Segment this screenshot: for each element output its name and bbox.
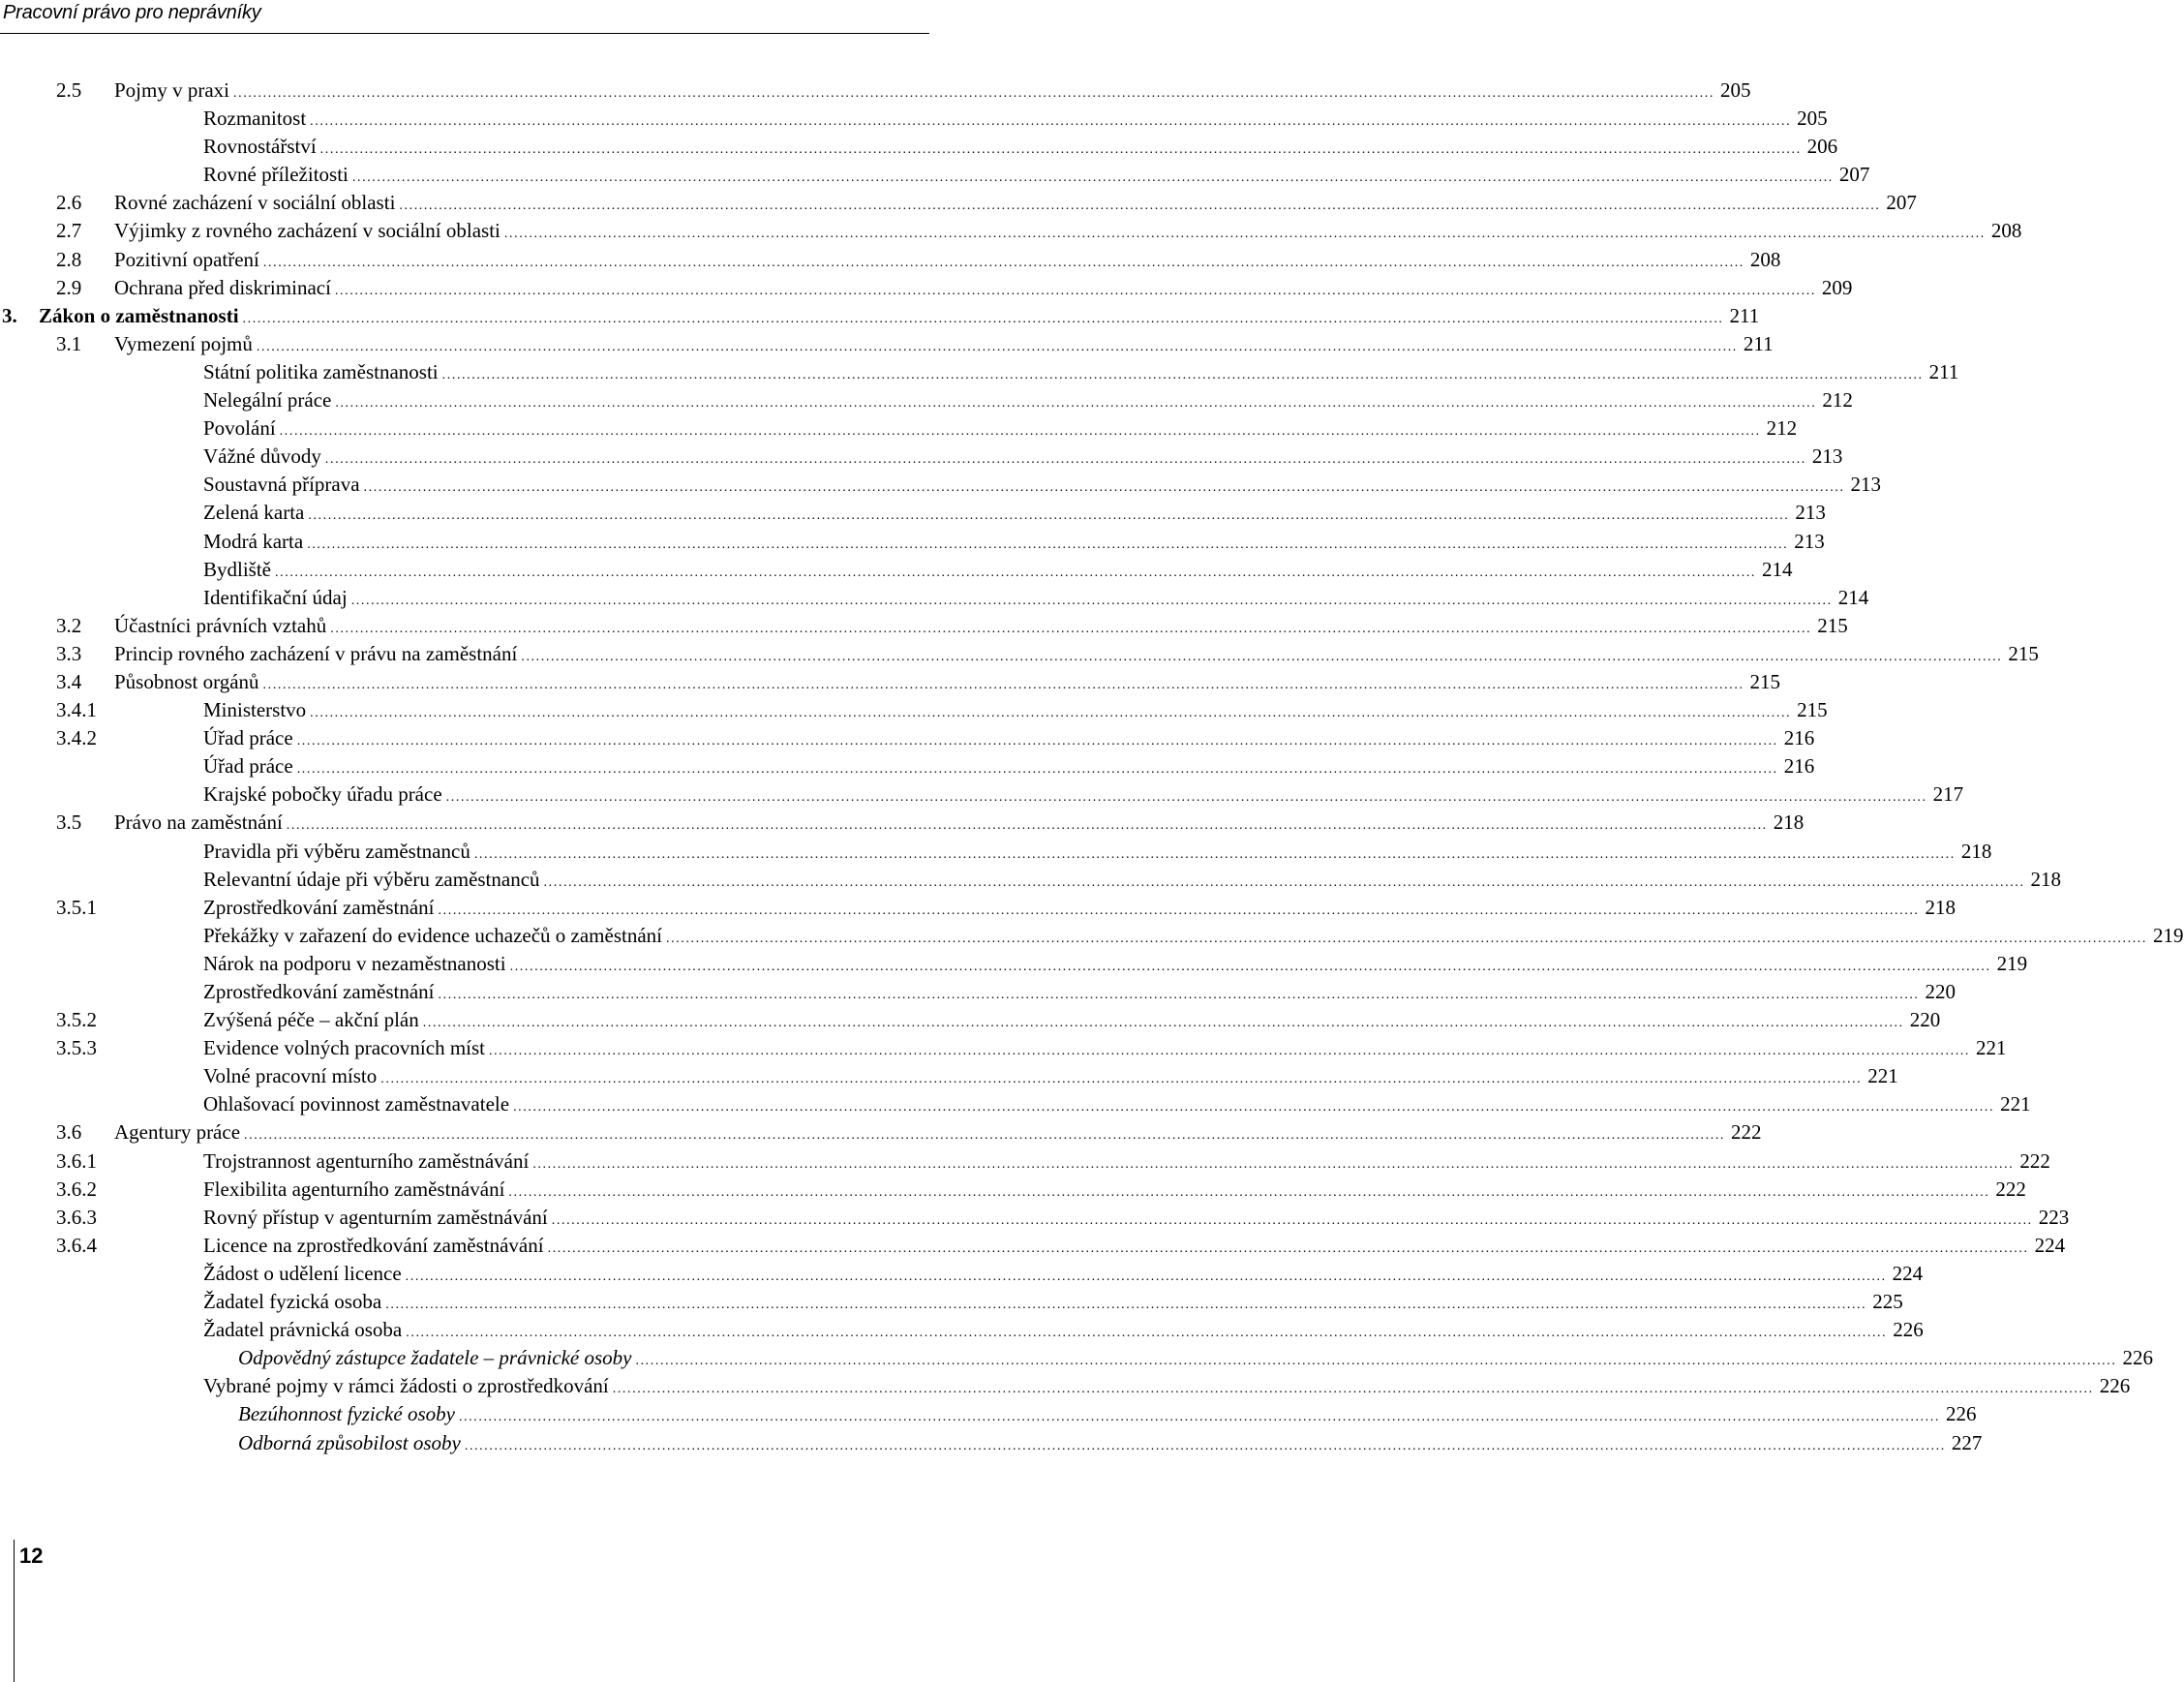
- toc-entry-title: Nárok na podporu v nezaměstnanosti: [203, 951, 506, 975]
- toc-entry-title: Zvýšená péče – akční plán: [203, 1008, 419, 1032]
- toc-entry-page: 220: [1909, 1008, 1941, 1032]
- toc-entry-page: 226: [2122, 1346, 2153, 1370]
- toc-entry[interactable]: [0, 1006, 1941, 1034]
- toc-entry-number: 3.: [2, 303, 17, 327]
- toc-entry-number: 3.5.3: [56, 1036, 97, 1060]
- dot-leader: ............................................................................................................................................................................................................................................................................................................: [406, 1326, 1888, 1341]
- dot-leader: ............................................................................................................................................................................................................................................................................................................: [399, 199, 1881, 214]
- toc-entry-number: 2.8: [56, 247, 82, 271]
- toc-entry[interactable]: [0, 1176, 2026, 1204]
- toc-entry-title: Žádost o udělení licence: [203, 1261, 402, 1285]
- dot-leader: ............................................................................................................................................................................................................................................................................................................: [464, 1438, 1946, 1453]
- dot-leader: ............................................................................................................................................................................................................................................................................................................: [509, 959, 1991, 974]
- toc-entry-number: 3.6: [56, 1120, 82, 1145]
- toc-entry[interactable]: [0, 866, 2062, 894]
- dot-leader: ............................................................................................................................................................................................................................................................................................................: [310, 706, 1792, 721]
- toc-entry[interactable]: [0, 1090, 2031, 1118]
- toc-entry[interactable]: [0, 133, 1838, 161]
- toc-entry[interactable]: [0, 499, 1826, 527]
- toc-entry[interactable]: [0, 584, 1869, 612]
- toc-entry-page: 218: [1773, 810, 1805, 835]
- toc-entry-title: Působnost orgánů: [114, 669, 259, 693]
- toc-entry[interactable]: [0, 246, 1781, 274]
- dot-leader: ............................................................................................................................................................................................................................................................................................................: [380, 1072, 1863, 1087]
- book-title: Pracovní právo pro neprávníky: [3, 2, 261, 23]
- dot-leader: ............................................................................................................................................................................................................................................................................................................: [521, 649, 2003, 664]
- toc-entry[interactable]: [0, 471, 1882, 499]
- toc-entry-number: 2.9: [56, 275, 82, 299]
- toc-entry[interactable]: [0, 330, 1774, 358]
- toc-entry-page: 212: [1766, 416, 1798, 441]
- dot-leader: ............................................................................................................................................................................................................................................................................................................: [438, 902, 1920, 918]
- toc-entry-title: Trojstrannost agenturního zaměstnávání: [203, 1148, 530, 1173]
- toc-entry-title: Úřad práce: [203, 754, 293, 779]
- toc-entry-number: 3.6.3: [56, 1205, 97, 1229]
- header-divider: [0, 33, 929, 34]
- toc-entry-number: 3.2: [56, 613, 82, 637]
- dot-leader: ............................................................................................................................................................................................................................................................................................................: [551, 1212, 2033, 1228]
- toc-entry-title: Rovnostářství: [203, 135, 317, 159]
- toc-entry[interactable]: [0, 1062, 1898, 1090]
- toc-entry-page: 219: [1996, 951, 2028, 975]
- toc-entry[interactable]: [0, 1118, 1762, 1147]
- toc-entry[interactable]: [0, 302, 1760, 330]
- running-header: [0, 0, 929, 33]
- toc-entry[interactable]: [0, 724, 1815, 752]
- toc-entry-page: 217: [1932, 782, 1964, 807]
- toc-entry-page: 215: [1749, 669, 1781, 693]
- toc-entry[interactable]: [0, 612, 1848, 640]
- toc-entry-title: Ministerstvo: [203, 698, 307, 722]
- toc-entry-page: 222: [1995, 1177, 2026, 1201]
- toc-entry-title: Státní politika zaměstnanosti: [203, 359, 439, 383]
- toc-entry[interactable]: [0, 386, 1853, 414]
- toc-entry-number: 3.6.4: [56, 1233, 97, 1257]
- dot-leader: ............................................................................................................................................................................................................................................................................................................: [262, 677, 1744, 692]
- toc-entry-page: 216: [1783, 754, 1815, 779]
- dot-leader: ............................................................................................................................................................................................................................................................................................................: [256, 339, 1738, 354]
- toc-entry-title: Odpovědný zástupce žadatele – právnické osoby: [238, 1346, 632, 1370]
- toc-entry-page: 224: [1892, 1261, 1924, 1285]
- toc-entry-number: 3.5.2: [56, 1008, 97, 1032]
- toc-entry-title: Odborná způsobilost osoby: [238, 1430, 461, 1454]
- dot-leader: ............................................................................................................................................................................................................................................................................................................: [503, 227, 1986, 242]
- toc-entry[interactable]: [0, 414, 1798, 443]
- dot-leader: ............................................................................................................................................................................................................................................................................................................: [445, 790, 1927, 806]
- dot-leader: ............................................................................................................................................................................................................................................................................................................: [547, 1240, 2029, 1256]
- toc-entry[interactable]: [0, 696, 1828, 724]
- toc-entry[interactable]: [0, 950, 2028, 978]
- toc-entry[interactable]: [0, 1147, 2050, 1176]
- toc-entry[interactable]: [0, 443, 1843, 471]
- toc-entry-page: 219: [2153, 923, 2184, 947]
- toc-entry[interactable]: [0, 1372, 2131, 1400]
- footer-divider: [14, 1540, 15, 1682]
- toc-entry-title: Agentury práce: [114, 1120, 241, 1145]
- toc-entry-page: 205: [1720, 78, 1751, 102]
- toc-entry-number: 3.4.2: [56, 726, 97, 750]
- toc-entry-page: 225: [1872, 1290, 1903, 1314]
- dot-leader: ............................................................................................................................................................................................................................................................................................................: [244, 1128, 1726, 1144]
- toc-entry-page: 218: [1925, 895, 1956, 919]
- dot-leader: ............................................................................................................................................................................................................................................................................................................: [422, 1016, 1904, 1031]
- toc-entry[interactable]: [0, 978, 1956, 1006]
- toc-entry-page: 226: [1893, 1318, 1924, 1342]
- dot-leader: ............................................................................................................................................................................................................................................................................................................: [334, 283, 1816, 298]
- dot-leader: ............................................................................................................................................................................................................................................................................................................: [666, 931, 2147, 946]
- dot-leader: ............................................................................................................................................................................................................................................................................................................: [351, 170, 1834, 186]
- toc-entry[interactable]: [0, 838, 1992, 866]
- toc-entry[interactable]: [0, 1400, 1977, 1428]
- toc-entry-title: Soustavná příprava: [203, 473, 360, 497]
- toc-entry-title: Rovné zacházení v sociální oblasti: [114, 191, 396, 215]
- dot-leader: ............................................................................................................................................................................................................................................................................................................: [405, 1269, 1887, 1284]
- toc-entry-page: 214: [1837, 585, 1869, 609]
- toc-entry-page: 214: [1762, 557, 1793, 581]
- dot-leader: ............................................................................................................................................................................................................................................................................................................: [307, 536, 1789, 552]
- toc-entry[interactable]: [0, 922, 2184, 950]
- toc-entry[interactable]: [0, 1034, 2007, 1062]
- dot-leader: ............................................................................................................................................................................................................................................................................................................: [296, 734, 1778, 749]
- toc-entry-page: 226: [1945, 1402, 1977, 1426]
- toc-entry-page: 205: [1797, 107, 1828, 131]
- toc-entry-number: 3.1: [56, 331, 82, 355]
- toc-entry-page: 222: [1731, 1120, 1762, 1145]
- toc-entry-title: Princip rovného zacházení v právu na zaměstnání: [114, 641, 518, 665]
- dot-leader: ............................................................................................................................................................................................................................................................................................................: [335, 396, 1817, 412]
- toc-entry-page: 221: [2000, 1092, 2031, 1116]
- dot-leader: ............................................................................................................................................................................................................................................................................................................: [612, 1382, 2094, 1397]
- dot-leader: ............................................................................................................................................................................................................................................................................................................: [513, 1100, 1995, 1116]
- toc-entry-title: Pozitivní opatření: [114, 247, 259, 271]
- toc-entry-title: Rozmanitost: [203, 107, 307, 131]
- toc-entry-title: Pravidla při výběru zaměstnanců: [203, 839, 470, 863]
- dot-leader: ............................................................................................................................................................................................................................................................................................................: [262, 255, 1744, 270]
- toc-entry-title: Ohlašovací povinnost zaměstnavatele: [203, 1092, 510, 1116]
- toc-entry-title: Zákon o zaměstnanosti: [39, 303, 239, 327]
- toc-entry-title: Krajské pobočky úřadu práce: [203, 782, 442, 807]
- dot-leader: ............................................................................................................................................................................................................................................................................................................: [508, 1184, 1990, 1200]
- toc-entry-title: Žadatel právnická osoba: [203, 1318, 403, 1342]
- dot-leader: ............................................................................................................................................................................................................................................................................................................: [458, 1410, 1940, 1425]
- dot-leader: ............................................................................................................................................................................................................................................................................................................: [319, 142, 1802, 158]
- toc-entry-page: 224: [2034, 1233, 2066, 1257]
- toc-entry-number: 3.5.1: [56, 895, 97, 919]
- toc-entry-title: Vážné důvody: [203, 444, 321, 469]
- toc-entry-page: 212: [1822, 388, 1853, 413]
- toc-entry-page: 223: [2038, 1205, 2070, 1229]
- toc-entry-page: 222: [2019, 1148, 2050, 1173]
- toc-entry[interactable]: [0, 274, 1853, 302]
- toc-entry-number: 3.6.2: [56, 1177, 97, 1201]
- toc-entry[interactable]: [0, 76, 1751, 105]
- dot-leader: ............................................................................................................................................................................................................................................................................................................: [310, 114, 1792, 130]
- toc-entry-title: Flexibilita agenturního zaměstnávání: [203, 1177, 505, 1201]
- dot-leader: ............................................................................................................................................................................................................................................................................................................: [635, 1354, 2117, 1369]
- toc-entry-title: Bezúhonnost fyzické osoby: [238, 1402, 455, 1426]
- toc-entry-title: Nelegální práce: [203, 388, 332, 413]
- toc-entry-title: Povolání: [203, 416, 276, 441]
- toc-entry-number: 3.4.1: [56, 698, 97, 722]
- toc-entry[interactable]: [0, 780, 1964, 809]
- toc-entry-page: 211: [1928, 359, 1959, 383]
- toc-entry[interactable]: [0, 894, 1956, 922]
- toc-entry-page: 211: [1743, 331, 1774, 355]
- toc-entry-number: 3.3: [56, 641, 82, 665]
- dot-leader: ............................................................................................................................................................................................................................................................................................................: [330, 621, 1812, 636]
- toc-entry[interactable]: [0, 105, 1828, 133]
- dot-leader: ............................................................................................................................................................................................................................................................................................................: [324, 452, 1806, 468]
- toc-entry[interactable]: [0, 809, 1805, 837]
- toc-entry-title: Licence na zprostředkování zaměstnávání: [203, 1233, 544, 1257]
- toc-entry-page: 227: [1951, 1430, 1983, 1454]
- toc-entry-page: 213: [1811, 444, 1843, 469]
- toc-entry-page: 215: [2008, 641, 2039, 665]
- toc-entry-page: 216: [1783, 726, 1815, 750]
- toc-entry-number: 2.5: [56, 78, 82, 102]
- toc-entry-page: 221: [1867, 1064, 1898, 1088]
- toc-entry[interactable]: [0, 1288, 1903, 1316]
- toc-entry-page: 213: [1795, 501, 1826, 525]
- toc-entry-title: Právo na zaměstnání: [114, 810, 283, 835]
- dot-leader: ............................................................................................................................................................................................................................................................................................................: [296, 762, 1778, 778]
- dot-leader: ............................................................................................................................................................................................................................................................................................................: [441, 367, 1924, 382]
- toc-entry-page: 215: [1797, 698, 1828, 722]
- toc-entry-title: Pojmy v praxi: [114, 78, 229, 102]
- dot-leader: ............................................................................................................................................................................................................................................................................................................: [350, 593, 1833, 608]
- toc-entry[interactable]: [0, 1316, 1924, 1344]
- table-of-contents: [0, 76, 2184, 1457]
- dot-leader: ............................................................................................................................................................................................................................................................................................................: [275, 565, 1757, 580]
- toc-entry-page: 207: [1886, 191, 1917, 215]
- toc-entry-title: Rovné příležitosti: [203, 163, 349, 187]
- toc-entry-page: 211: [1729, 303, 1760, 327]
- toc-entry[interactable]: [0, 161, 1870, 189]
- toc-entry-page: 208: [1749, 247, 1781, 271]
- toc-entry-title: Úřad práce: [203, 726, 293, 750]
- toc-entry[interactable]: [0, 189, 1917, 217]
- toc-entry-number: 3.4: [56, 669, 82, 693]
- toc-entry-title: Identifikační údaj: [203, 585, 348, 609]
- toc-entry-number: 3.5: [56, 810, 82, 835]
- toc-entry-page: 215: [1817, 613, 1848, 637]
- toc-entry-title: Vybrané pojmy v rámci žádosti o zprostředkování: [203, 1374, 609, 1398]
- toc-entry-page: 208: [1990, 219, 2022, 243]
- dot-leader: ............................................................................................................................................................................................................................................................................................................: [242, 311, 1724, 326]
- toc-entry[interactable]: [0, 640, 2039, 668]
- toc-entry-title: Překážky v zařazení do evidence uchazečů o zaměstnání: [203, 923, 662, 947]
- toc-entry-page: 220: [1925, 980, 1956, 1003]
- dot-leader: ............................................................................................................................................................................................................................................................................................................: [489, 1044, 1970, 1059]
- toc-entry-title: Evidence volných pracovních míst: [203, 1036, 485, 1060]
- toc-entry[interactable]: [0, 1260, 1924, 1288]
- dot-leader: ............................................................................................................................................................................................................................................................................................................: [233, 86, 1714, 101]
- toc-entry-title: Účastníci právních vztahů: [114, 613, 327, 637]
- toc-entry-title: Rovný přístup v agenturním zaměstnávání: [203, 1205, 548, 1229]
- toc-entry[interactable]: [0, 1344, 2153, 1372]
- dot-leader: ............................................................................................................................................................................................................................................................................................................: [286, 818, 1768, 834]
- page-number: 12: [19, 1544, 44, 1568]
- toc-entry[interactable]: [0, 528, 1825, 556]
- toc-entry[interactable]: [0, 1429, 1983, 1457]
- toc-entry[interactable]: [0, 556, 1793, 584]
- toc-entry-title: Relevantní údaje při výběru zaměstnanců: [203, 867, 540, 891]
- toc-entry[interactable]: [0, 1232, 2066, 1260]
- toc-entry-page: 206: [1806, 135, 1838, 159]
- toc-entry-page: 213: [1850, 473, 1882, 497]
- dot-leader: ............................................................................................................................................................................................................................................................................................................: [473, 846, 1956, 862]
- toc-entry-page: 218: [2030, 867, 2062, 891]
- dot-leader: ............................................................................................................................................................................................................................................................................................................: [532, 1156, 2015, 1172]
- toc-entry-page: 207: [1838, 163, 1870, 187]
- toc-entry-number: 2.6: [56, 191, 82, 215]
- toc-entry-page: 226: [2099, 1374, 2131, 1398]
- toc-entry-title: Výjimky z rovného zacházení v sociální oblasti: [114, 219, 500, 243]
- toc-entry-title: Zprostředkování zaměstnání: [203, 980, 435, 1003]
- toc-entry-page: 218: [1960, 839, 1992, 863]
- dot-leader: ............................................................................................................................................................................................................................................................................................................: [543, 874, 2025, 890]
- dot-leader: ............................................................................................................................................................................................................................................................................................................: [308, 508, 1790, 524]
- toc-entry[interactable]: [0, 1204, 2070, 1232]
- toc-entry-number: 2.7: [56, 219, 82, 243]
- toc-entry-number: 3.6.1: [56, 1148, 97, 1173]
- dot-leader: ............................................................................................................................................................................................................................................................................................................: [385, 1298, 1867, 1313]
- toc-entry-title: Volné pracovní místo: [203, 1064, 378, 1088]
- toc-entry-title: Zprostředkování zaměstnání: [203, 895, 435, 919]
- toc-entry-title: Žadatel fyzická osoba: [203, 1290, 382, 1314]
- toc-entry[interactable]: [0, 358, 1959, 386]
- dot-leader: ............................................................................................................................................................................................................................................................................................................: [279, 424, 1761, 440]
- toc-entry-title: Ochrana před diskriminací: [114, 275, 331, 299]
- toc-entry-title: Modrá karta: [203, 529, 304, 553]
- toc-entry-title: Vymezení pojmů: [114, 331, 253, 355]
- toc-entry[interactable]: [0, 217, 2022, 245]
- toc-entry-page: 221: [1976, 1036, 2007, 1060]
- toc-entry-page: 209: [1821, 275, 1853, 299]
- toc-entry[interactable]: [0, 752, 1815, 780]
- dot-leader: ............................................................................................................................................................................................................................................................................................................: [363, 480, 1845, 496]
- toc-entry-page: 213: [1794, 529, 1825, 553]
- dot-leader: ............................................................................................................................................................................................................................................................................................................: [438, 988, 1920, 1002]
- toc-entry-title: Bydliště: [203, 557, 272, 581]
- toc-entry[interactable]: [0, 668, 1781, 696]
- toc-entry-title: Zelená karta: [203, 501, 305, 525]
